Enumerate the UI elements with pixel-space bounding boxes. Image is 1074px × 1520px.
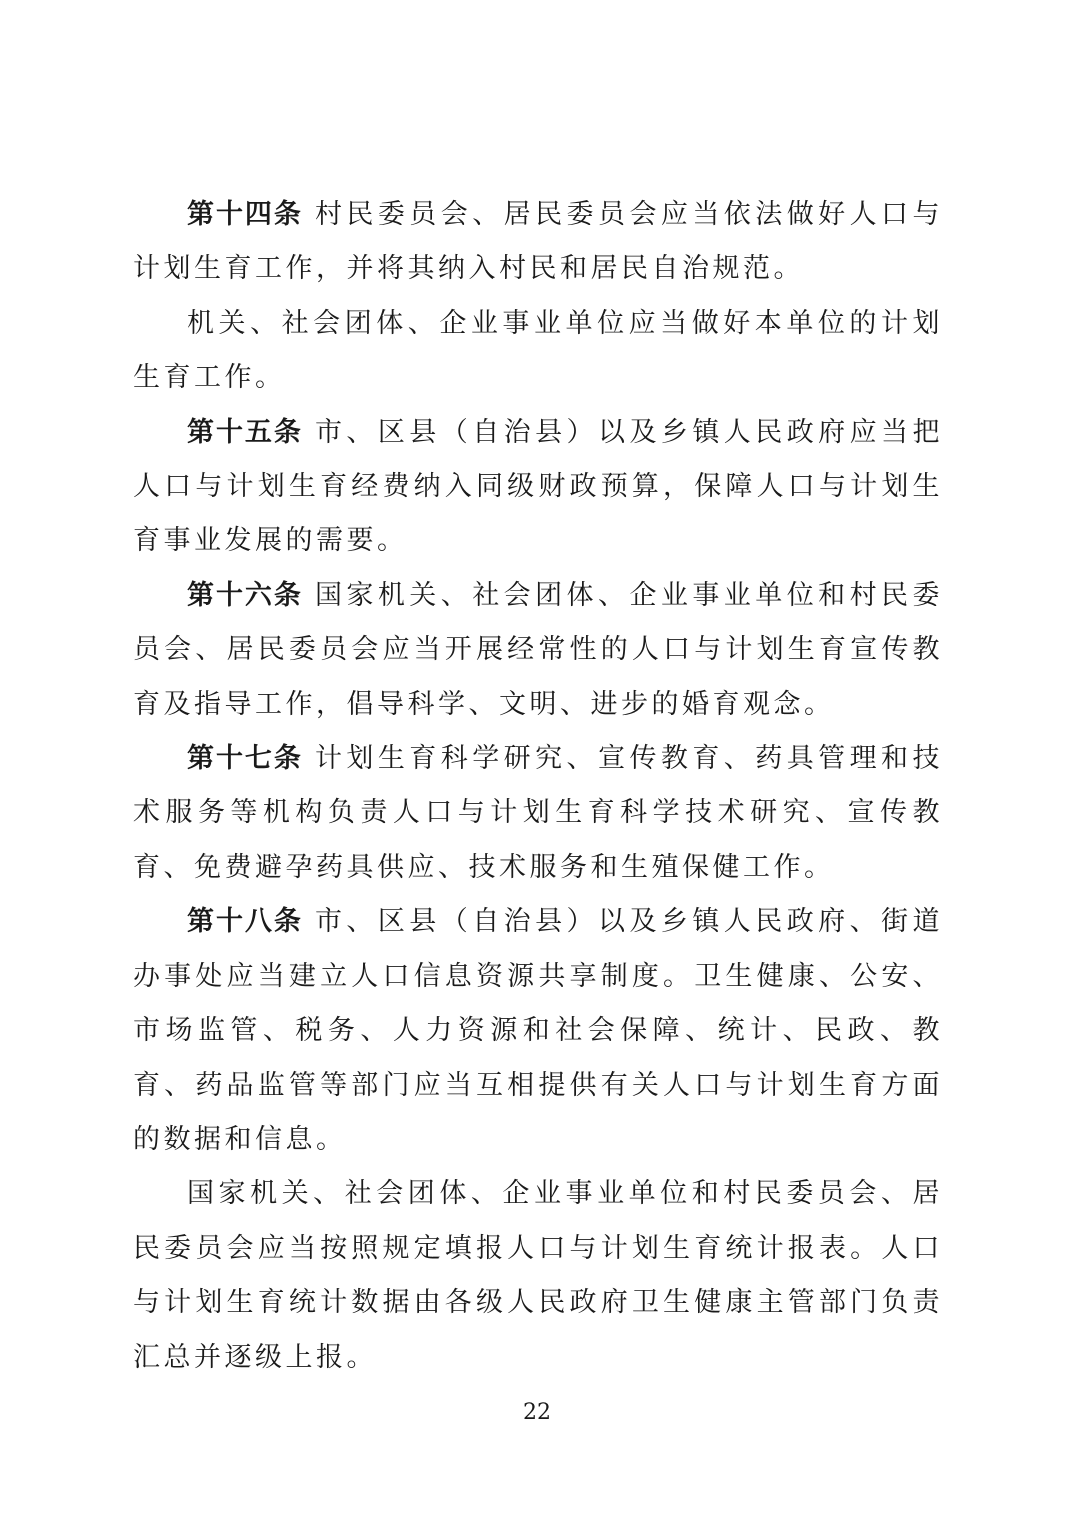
document-body	[133, 188, 943, 1385]
paragraph-article-15	[133, 406, 943, 569]
article-number: 第十四条	[187, 199, 303, 230]
article-number: 第十七条	[187, 743, 303, 775]
paragraph-article-16	[133, 569, 943, 732]
paragraph-article-18	[133, 895, 943, 1167]
paragraph-article-17	[133, 732, 943, 895]
paragraph-text: 国家机关、社会团体、企业事业单位和村民委员会、居民委员会应当开展经常性的人口与计划生育宣传教育及指导工作，倡导科学、文明、进步的婚育观念。	[133, 579, 944, 720]
paragraph-text: 国家机关、社会团体、企业事业单位和村民委员会、居民委员会应当按照规定填报人口与计划生育统计报表。人口与计划生育统计数据由各级人民政府卫生健康主管部门负责汇总并逐级上报。	[133, 1178, 943, 1373]
paragraph-article-18-clause-2	[133, 1167, 943, 1385]
article-number: 第十六条	[187, 579, 303, 611]
paragraph-text: 市、区县（自治县）以及乡镇人民政府应当把人口与计划生育经费纳入同级财政预算，保障人口与计划生育事业发展的需要。	[133, 416, 944, 557]
paragraph-article-14	[133, 188, 943, 297]
article-number: 第十八条	[187, 906, 303, 938]
paragraph-text: 市、区县（自治县）以及乡镇人民政府、街道办事处应当建立人口信息资源共享制度。卫生健康、公安、市场监管、税务、人力资源和社会保障、统计、民政、教育、药品监管等部门应当互相提供有关人口与计划生育方面的数据和信息。	[133, 906, 944, 1155]
page-number: 22	[523, 1400, 551, 1425]
paragraph-text: 计划生育科学研究、宣传教育、药具管理和技术服务等机构负责人口与计划生育科学技术研究、宣传教育、免费避孕药具供应、技术服务和生殖保健工作。	[133, 743, 944, 883]
paragraph-text: 村民委员会、居民委员会应当依法做好人口与计划生育工作，并将其纳入村民和居民自治规范。	[133, 199, 944, 285]
paragraph-text: 机关、社会团体、企业事业单位应当做好本单位的计划生育工作。	[133, 307, 943, 394]
article-number: 第十五条	[187, 416, 303, 448]
paragraph-article-14-clause-2	[133, 297, 943, 406]
